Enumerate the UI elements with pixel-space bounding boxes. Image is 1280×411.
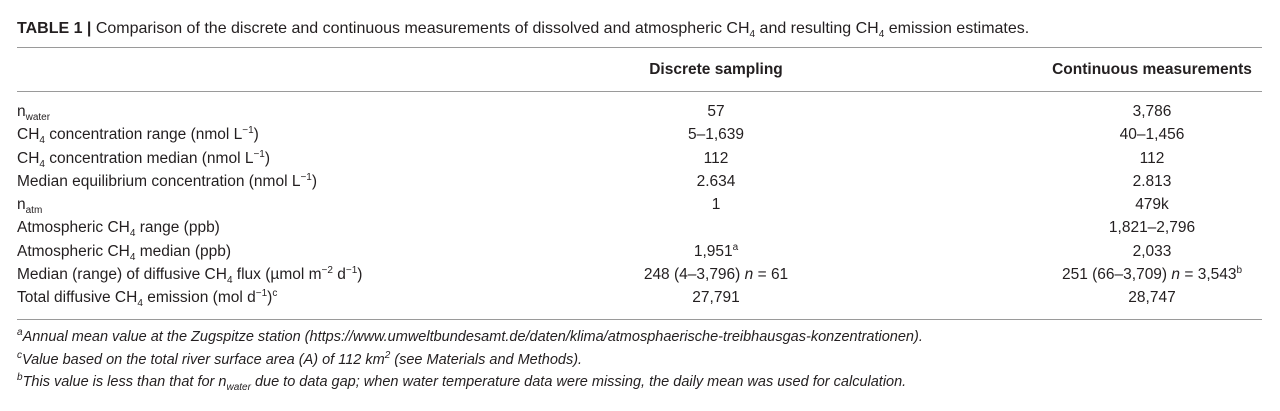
discrete-value: 2.634: [696, 172, 736, 190]
table-row: [0, 196, 1280, 219]
column-header-discrete: Discrete sampling: [649, 61, 783, 78]
discrete-value: 248 (4–3,796) n = 61: [643, 266, 789, 284]
table-row: [0, 173, 1280, 196]
continuous-value: 479k: [1135, 196, 1169, 214]
footnote-marker: b: [1236, 264, 1243, 276]
discrete-value: 1,951$^a$: [693, 241, 739, 260]
table-caption: [17, 20, 1030, 41]
caption-subscript: 4: [749, 29, 756, 41]
row-label: Median (range) of diffusive $CH_4$ flux (µmol $m^{-2}$ $d^{-1}$): [17, 264, 363, 287]
caption-text: emission estimates.: [884, 20, 1030, 37]
row-label: Atmospheric $CH_4$ median (ppb): [17, 242, 232, 263]
table-row: [0, 289, 1280, 312]
table-row: [0, 126, 1280, 149]
header-rule: [17, 91, 1262, 92]
continuous-value: 2.813: [1132, 172, 1172, 190]
continuous-value: 112: [1139, 149, 1165, 167]
discrete-value: 1: [711, 196, 721, 214]
footnote-marker: c: [272, 288, 278, 300]
row-label: $CH_4$ concentration range (nmol $L^{-1}$): [17, 125, 259, 147]
continuous-value: 2,033: [1132, 242, 1172, 260]
top-rule: [17, 47, 1262, 48]
table-label: TABLE 1 |: [17, 20, 92, 37]
discrete-value: 57: [707, 103, 725, 120]
row-label: $n_{atm}$: [17, 196, 43, 217]
continuous-value: 1,821–2,796: [1108, 219, 1196, 237]
continuous-value: 28,747: [1128, 289, 1176, 307]
discrete-value: 112: [703, 149, 729, 167]
row-label: Atmospheric $CH_4$ range (ppb): [17, 219, 220, 240]
caption-subscript: 4: [878, 29, 885, 41]
caption-text: and resulting CH: [755, 20, 879, 37]
row-label: $n_{water}$: [17, 103, 51, 124]
continuous-value: 40–1,456: [1119, 126, 1185, 144]
column-header-continuous: Continuous measurements: [1052, 61, 1252, 78]
footnote-b: $^b$This value is less than that for $n_{water}$ due to data gap; when water temperature data were missing, the daily mean was used for calculation.: [17, 372, 907, 393]
row-label: Total diffusive $CH_4$ emission (mol $d^{-1})^c$: [17, 288, 278, 310]
footnote-marker: a: [732, 241, 739, 253]
table-row: [0, 150, 1280, 173]
discrete-value: 5–1,639: [687, 126, 745, 144]
table-body: [0, 103, 1280, 313]
table-row: [0, 219, 1280, 242]
discrete-value: 27,791: [692, 289, 740, 307]
bottom-rule: [17, 319, 1262, 320]
table-row: [0, 243, 1280, 266]
table-row: [0, 266, 1280, 289]
table-row: [0, 103, 1280, 126]
footnote-c: $^c$Value based on the total river surface area (A) of 112 $km^2$ (see Materials and Methods).: [17, 350, 583, 368]
caption-text: Comparison of the discrete and continuous measurements of dissolved and atmospheric CH: [91, 20, 750, 37]
continuous-value: 3,786: [1132, 103, 1172, 120]
continuous-value: 251 (66–3,709) n = 3,543$^b$: [1061, 264, 1243, 284]
row-label: Median equilibrium concentration (nmol $L^{-1}$): [17, 171, 318, 190]
footnote-a: $^a$Annual mean value at the Zugspitze station (https://www.umweltbundesamt.de/daten/klima/atmosphaerische-treibhausgas-konzentrationen).: [17, 327, 923, 345]
row-label: $CH_4$ concentration median (nmol $L^{-1}$): [17, 148, 271, 170]
